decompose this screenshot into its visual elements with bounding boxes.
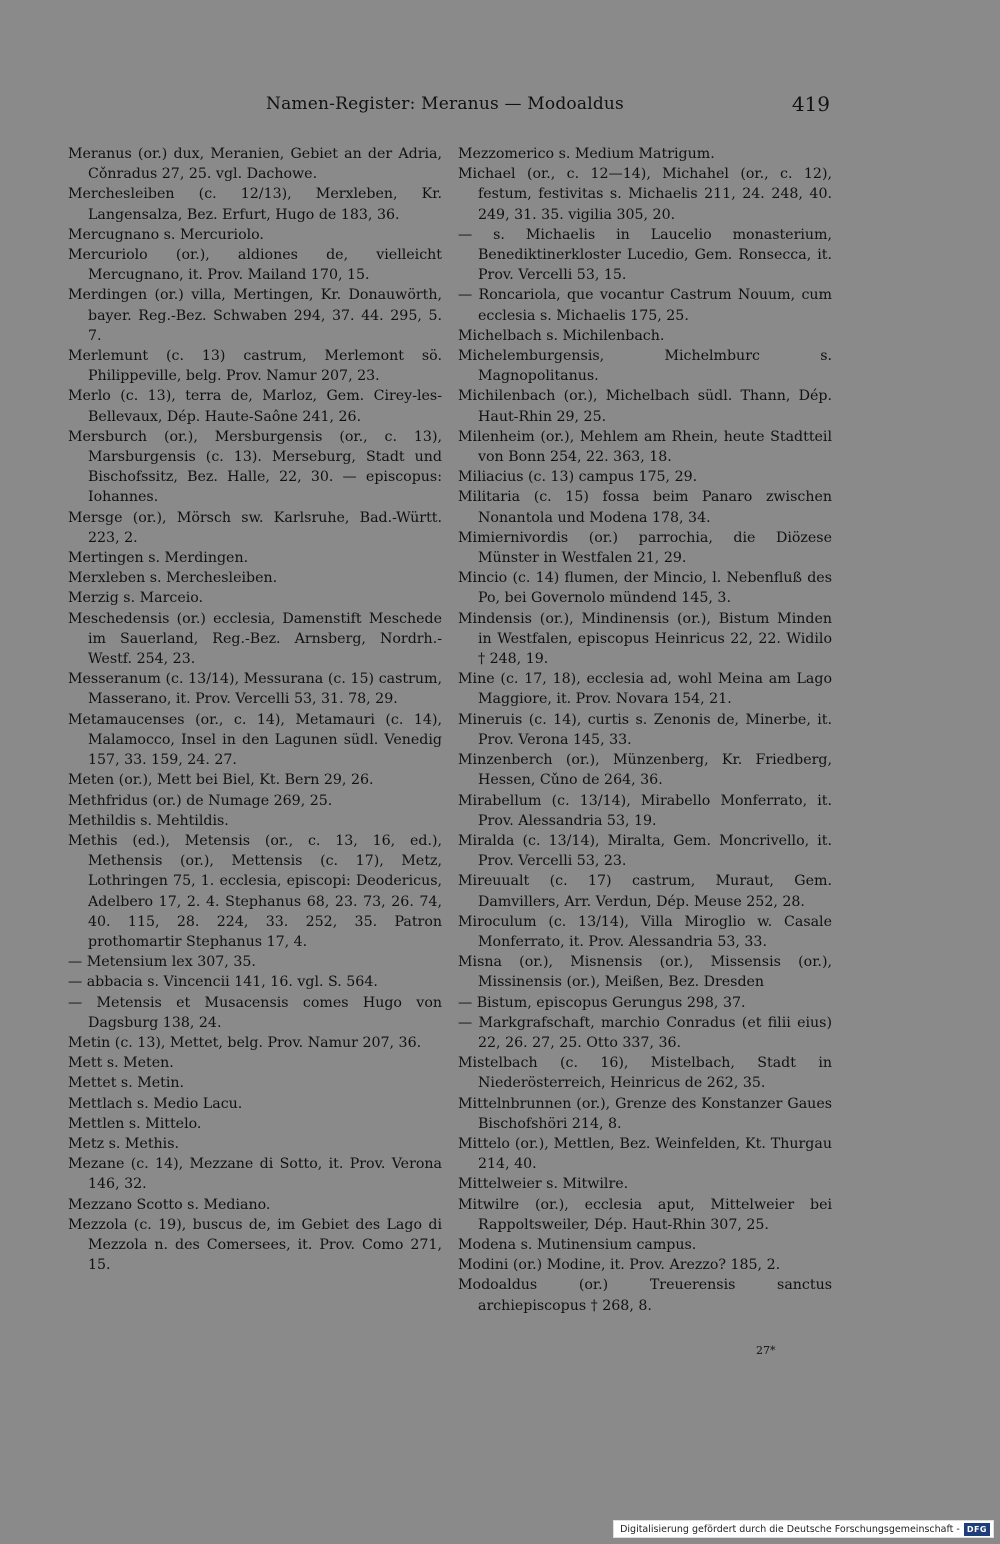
left-column — [68, 144, 442, 1275]
right-column — [458, 144, 832, 1316]
index-entry: Modoaldus (or.) Treuerensis sanctus archiepiscopus † 268, 8. — [458, 1277, 832, 1314]
index-entry: Merchesleiben (c. 12/13), Merxleben, Kr. Langensalza, Bez. Erfurt, Hugo de 183, 36. — [68, 186, 442, 223]
index-entry: Mitwilre (or.), ecclesia aput, Mittelweier bei Rappoltsweiler, Dép. Haut-Rhin 307, 25. — [458, 1196, 832, 1233]
index-entry: Mett s. Meten. — [68, 1055, 174, 1072]
index-entry: Mirabellum (c. 13/14), Mirabello Monferrato, it. Prov. Alessandria 53, 19. — [458, 792, 832, 829]
index-entry: Misna (or.), Misnensis (or.), Missensis (or.), Missinensis (or.), Meißen, Bez. Dresden — [458, 954, 832, 991]
index-entry: Mercugnano s. Mercuriolo. — [68, 226, 264, 243]
index-entry: Michelemburgensis, Michelmburc s. Magnopolitanus. — [458, 348, 832, 385]
index-entry: Michael (or., c. 12—14), Michahel (or., c. 12), festum, festivitas s. Michaelis 211, 24. 248, 40. 249, 31. 35. vigilia 305, 20. — [458, 166, 832, 223]
dfg-logo: DFG — [964, 1523, 990, 1536]
index-entry: Mimiernivordis (or.) parrochia, die Diözese Münster in Westfalen 21, 29. — [458, 529, 832, 567]
index-entry: Milenheim (or.), Mehlem am Rhein, heute Stadtteil von Bonn 254, 22. 363, 18. — [458, 428, 832, 466]
index-entry: — Metensium lex 307, 35. — [68, 954, 256, 971]
index-entry: Miliacius (c. 13) campus 175, 29. — [458, 469, 698, 486]
index-entry: Mezzano Scotto s. Mediano. — [68, 1196, 271, 1213]
index-entry: Mittelnbrunnen (or.), Grenze des Konstanzer Gaues Bischofshöri 214, 8. — [458, 1095, 832, 1132]
index-entry: Miralda (c. 13/14), Miralta, Gem. Moncrivello, it. Prov. Vercelli 53, 23. — [458, 832, 832, 870]
dfg-credit-text: Digitalisierung gefördert durch die Deutsche Forschungsgemeinschaft - — [620, 1523, 960, 1535]
index-entry: Merlemunt (c. 13) castrum, Merlemont sö. Philippeville, belg. Prov. Namur 207, 23. — [68, 348, 442, 385]
index-entry: Mittelo (or.), Mettlen, Bez. Weinfelden, Kt. Thurgau 214, 40. — [458, 1135, 832, 1173]
page-header — [60, 92, 830, 120]
index-entry: Modena s. Mutinensium campus. — [458, 1236, 697, 1253]
running-title: Namen-Register: Meranus — Modoaldus — [266, 94, 624, 114]
index-entry: Methildis s. Mehtildis. — [68, 812, 229, 829]
index-entry: Mireuualt (c. 17) castrum, Muraut, Gem. Damvillers, Arr. Verdun, Dép. Meuse 252, 28. — [458, 873, 832, 910]
index-entry: Merxleben s. Merchesleiben. — [68, 570, 278, 587]
index-entry: — s. Michaelis in Laucelio monasterium, Benediktinerkloster Lucedio, Gem. Ronsecca, it. Prov. Vercelli 53, 15. — [458, 226, 832, 284]
index-entry: Merdingen (or.) villa, Mertingen, Kr. Donauwörth, bayer. Reg.-Bez. Schwaben 294, 37. 44. 295, 5. 7. — [68, 287, 442, 344]
index-entry: Mindensis (or.), Mindinensis (or.), Bistum Minden in Westfalen, episcopus Heinricus 22, 22. Widilo † 248, 19. — [458, 610, 832, 668]
index-entry: Meten (or.), Mett bei Biel, Kt. Bern 29, 26. — [68, 772, 374, 789]
index-entry: Modini (or.) Modine, it. Prov. Arezzo? 185, 2. — [458, 1257, 781, 1274]
index-entry: Mistelbach (c. 16), Mistelbach, Stadt in Niederösterreich, Heinricus de 262, 35. — [458, 1055, 832, 1092]
index-entry: Miroculum (c. 13/14), Villa Miroglio w. Casale Monferrato, it. Prov. Alessandria 53, 33. — [458, 913, 832, 950]
index-entry: Metin (c. 13), Mettet, belg. Prov. Namur 207, 36. — [68, 1034, 422, 1051]
page-number: 419 — [791, 92, 830, 116]
index-entry: Mersge (or.), Mörsch sw. Karlsruhe, Bad.-Württ. 223, 2. — [68, 509, 442, 546]
index-entry: Merlo (c. 13), terra de, Marloz, Gem. Cirey-les-Bellevaux, Dép. Haute-Saône 241, 26. — [68, 388, 442, 425]
index-entry: — Roncariola, que vocantur Castrum Nouum, cum ecclesia s. Michaelis 175, 25. — [458, 287, 832, 324]
index-entry: Michilenbach (or.), Michelbach südl. Thann, Dép. Haut-Rhin 29, 25. — [458, 388, 832, 425]
index-entry: Meschedensis (or.) ecclesia, Damenstift Meschede im Sauerland, Reg.-Bez. Arnsberg, Nordrh.-Westf. 254, 23. — [68, 610, 442, 668]
index-entry: — abbacia s. Vincencii 141, 16. vgl. S. 564. — [68, 974, 378, 991]
index-entry: Merzig s. Marceio. — [68, 590, 204, 607]
index-entry: Mettlen s. Mittelo. — [68, 1115, 202, 1132]
index-entry: — Metensis et Musacensis comes Hugo von Dagsburg 138, 24. — [68, 994, 442, 1031]
index-entry: Mezzomerico s. Medium Matrigum. — [458, 146, 715, 162]
index-entry: Mezzola (c. 19), buscus de, im Gebiet des Lago di Mezzola n. des Comersees, it. Prov. Como 271, 15. — [68, 1216, 442, 1274]
index-entry: Militaria (c. 15) fossa beim Panaro zwischen Nonantola und Modena 178, 34. — [458, 489, 832, 526]
index-entry: Mineruis (c. 14), curtis s. Zenonis de, Minerbe, it. Prov. Verona 145, 33. — [458, 711, 832, 748]
index-entry: Mertingen s. Merdingen. — [68, 550, 249, 567]
index-entry: Metz s. Methis. — [68, 1135, 179, 1152]
signature-mark: 27* — [756, 1344, 776, 1357]
index-entry: Mittelweier s. Mitwilre. — [458, 1176, 629, 1193]
index-entry: Minzenberch (or.), Münzenberg, Kr. Friedberg, Hessen, Cǔno de 264, 36. — [458, 752, 832, 789]
index-entry: — Bistum, episcopus Gerungus 298, 37. — [458, 994, 746, 1011]
index-entry: Mincio (c. 14) flumen, der Mincio, l. Nebenfluß des Po, bei Governolo mündend 145, 3. — [458, 570, 832, 607]
index-entry: Mine (c. 17, 18), ecclesia ad, wohl Meina am Lago Maggiore, it. Prov. Novara 154, 21. — [458, 671, 832, 708]
index-entry: Metamaucenses (or., c. 14), Metamauri (c. 14), Malamocco, Insel in den Lagunen südl. Venedig 157, 33. 159, 24. 27. — [68, 711, 442, 769]
index-entry: Messeranum (c. 13/14), Messurana (c. 15) castrum, Masserano, it. Prov. Vercelli 53, 31. 78, 29. — [68, 671, 442, 708]
index-entry: Mettet s. Metin. — [68, 1075, 185, 1092]
index-entry: Methis (ed.), Metensis (or., c. 13, 16, ed.), Methensis (or.), Mettensis (c. 17), Metz, Lothringen 75, 1. ecclesia, episcopi: Deodericus, Adelbero 17, 2. 4. Stephanus 68, 23. 73, 26. 74, 40. 115, 28. 224, 33. 252, 35. Patron prothomartir Stephanus 17, 4. — [68, 832, 442, 950]
index-entry: Michelbach s. Michilenbach. — [458, 327, 665, 344]
index-entry: Mezane (c. 14), Mezzane di Sotto, it. Prov. Verona 146, 32. — [68, 1156, 442, 1193]
index-entry: — Markgrafschaft, marchio Conradus (et filii eius) 22, 26. 27, 25. Otto 337, 36. — [458, 1014, 832, 1051]
index-entry: Methfridus (or.) de Numage 269, 25. — [68, 792, 333, 809]
index-entry: Mercuriolo (or.), aldiones de, vielleicht Mercugnano, it. Prov. Mailand 170, 15. — [68, 247, 442, 284]
index-entry: Meranus (or.) dux, Meranien, Gebiet an der Adria, Cǒnradus 27, 25. vgl. Dachowe. — [68, 146, 442, 183]
index-entry: Mersburch (or.), Mersburgensis (or., c. 13), Marsburgensis (c. 13). Merseburg, Stadt und Bischofssitz, Bez. Halle, 22, 30. — episcopus: Iohannes. — [68, 428, 442, 506]
index-entry: Mettlach s. Medio Lacu. — [68, 1095, 243, 1112]
dfg-credit-bar — [613, 1520, 994, 1538]
